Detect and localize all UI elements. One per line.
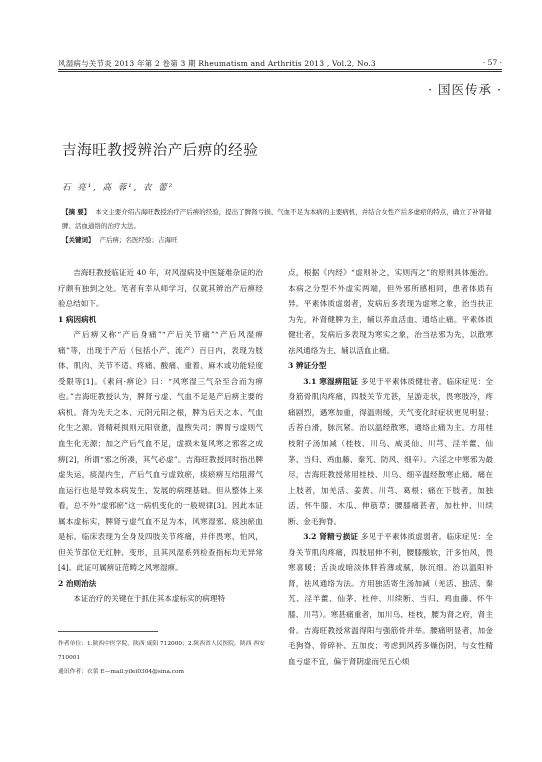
paragraph: 吉海旺教授临证近 40 年，对风湿病及中医疑难杂证的治疗颇有独到之处。笔者有幸从师学习，仅就其辨治产后痹经验总结如下。	[58, 268, 263, 309]
body-column-left	[58, 265, 263, 607]
paragraph: 产后痹又称“产后身痛”“产后关节痛”“产后风湿痹痛”等，出现于产后（包括小产、流产）百日内，表现为肢体、肌肉、关节不适、疼痛、酸痛、重着、麻木或功能轻度受限等[1]。《素问·痹论》曰：“风寒湿三气杂至合而为痹也。”吉海旺教授认为，脾肾亏虚、气血不足是产后痹主要的病机。肾为先天之本、元阴元阳之根，脾为后天之本、气血化生之源。肾精耗损则元阳衰惫，温煦失司；脾胃亏虚则气血生化无源；加之产后气血不足，虚损未复风寒之邪客之成痹[2]，所谓“邪之所凑，其气必虚”。吉海旺教授同时指出脾虚失运，痰湿内生，产后气血亏虚致瘀，痰瘀痹互结阻滞气血运行也是导致本病发生、发展的病理基础。但从整体上来看，总不外“虚邪瘀”这一病机变化的一般规律[3]。因此本证属本虚标实，脾肾亏虚气血不足为本，风寒湿邪、痰浊瘀血是标。临床表现为全身及四肢关节疼痛，并伴畏寒、怕风，但关节部位无红肿、变形，且其风湿系列检查指标均无异常[4]。此证可属痹证范畴之风寒湿痹。	[58, 330, 263, 573]
journal-info: 风湿病与关节炎 2013 年第 2 卷第 3 期 Rheumatism and Arthritis 2013 , Vol.2, No.3	[58, 59, 376, 68]
paragraph-text: 多见于平素体质虚弱者。临床症见：全身关节肌肉疼痛，四肢屈伸不利，腰膝酸软，汗多怕风，畏寒喜暖；舌淡或暗淡体胖苔薄或腻，脉沉细。治以温阳补肾，祛风通络为法。方用独活寄生汤加减（羌活、独活、秦艽、淫羊藿、仙茅、杜仲、川续断、当归、鸡血藤、怀牛膝、川芎）。寒甚痛重者，加川乌、桂枝，腰为肾之府，肾主骨。吉海旺教授常温得阳与强筋骨并举。腰痛明显者，加金毛狗脊、骨碎补、五加皮；考虑到风药多燥伤阴，与女性精血亏虚不宜，偏于肾阴虚而见五心烦	[288, 532, 493, 666]
authors: 石 亮¹, 高 蓉¹, 衣 蕾²	[62, 183, 175, 193]
abstract-label: 【摘 要】	[62, 208, 91, 216]
abstract	[62, 205, 494, 233]
keywords-text: 产后痹；名医经验；吉海旺	[99, 236, 178, 244]
abstract-text: 本文主要介绍吉海旺教授治疗产后痹的经验，提出了脾肾亏损、气血不足为本病的主要病机，并结合女性产后多虚瘀的特点，确立了补肾健脾、活血通络的治疗大法。	[62, 208, 492, 230]
footnote	[58, 637, 268, 679]
paragraph	[288, 529, 493, 669]
section-heading: 2 治则治法	[58, 578, 97, 588]
subsection-heading: 3.2 肾精亏损证	[303, 532, 359, 542]
page-number: · 57 ·	[482, 58, 502, 67]
header-rule-thin	[58, 71, 502, 72]
section-heading: 3 辨证分型	[288, 361, 327, 371]
section-label: · 国医传承 ·	[428, 82, 502, 97]
section-heading: 1 病因病机	[58, 314, 97, 324]
paragraph: 点，根据《内经》“虚则补之，实则泻之”的原则具体施治。本病之分型不外虚实两端，但外邪所感相同，患者体质有异。平素体质虚弱者，发病后多表现为虚寒之象，治当扶正为先，补肾健脾为主，辅以养血活血、通络止痛。平素体质健壮者，发病后多表现为寒实之象，治当祛邪为先，以散寒祛风通络为主，辅以活血止痛。	[288, 268, 493, 355]
paragraph-text: 多见于平素体质健壮者。临床症见：全身筋骨肌肉疼痛，四肢关节尤甚，呈游走状，畏寒肢冷，疼痛剧烈，遇寒加重，得温则缓，天气变化时症状更见明显；舌苔白滑，脉沉紧。治以温经散寒，通络止痛为主。方用桂枝附子汤加减（桂枝、川乌、威灵仙、川芎、淫羊藿、仙茅、当归、鸡血藤、秦艽、防风、细辛）。六淫之中寒邪为最尽，吉海旺教授常用桂枝、川乌、细辛温经散寒止痛。痛在上肢者，加羌活、姜黄、川芎、葛根；痛在下肢者，加独活、怀牛膝、木瓜、伸筋草；腰膝痛甚者，加杜仲、川续断、金毛狗脊。	[288, 376, 493, 526]
corresponding-author: 通讯作者：衣蕾 E—mail:yilei0304@sina.com	[58, 669, 184, 675]
paragraph: 本证治疗的关键在于抓住其本虚标实的病理特	[73, 594, 226, 604]
header-rule	[58, 69, 502, 70]
paragraph	[288, 374, 493, 529]
footnote-rule	[58, 631, 158, 632]
keywords-label: 【关键词】	[62, 236, 95, 244]
subsection-heading: 3.1 寒湿痹阻证	[303, 376, 359, 386]
article-title: 吉海旺教授辨治产后痹的经验	[62, 143, 259, 159]
body-column-right	[288, 265, 493, 669]
keywords	[62, 233, 494, 247]
author-affiliation: 作者单位：1.陕西中医学院，陕西 咸阳 712000；2.陕西省人民医院，陕西 西安 710001	[58, 641, 265, 661]
abstract-block	[62, 205, 494, 247]
